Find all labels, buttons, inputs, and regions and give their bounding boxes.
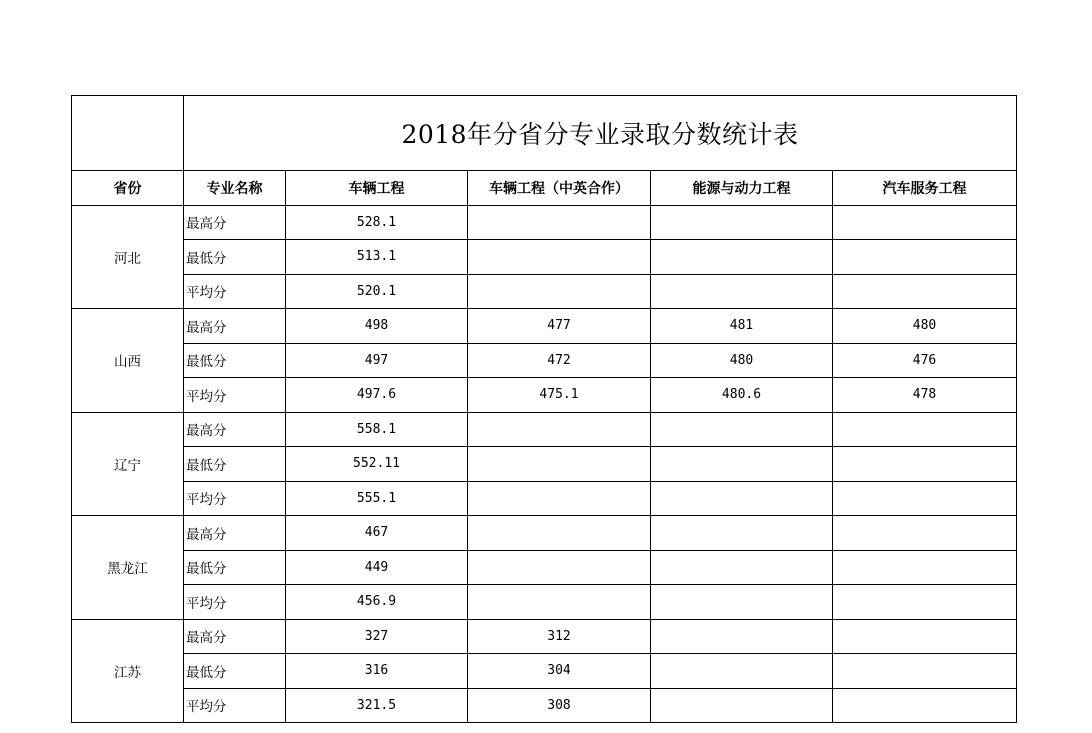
metric-cell[interactable]: 平均分 — [184, 274, 286, 309]
score-cell[interactable]: 480.6 — [651, 378, 833, 413]
score-cell[interactable]: 321.5 — [286, 688, 468, 723]
table-row — [72, 550, 1017, 585]
metric-cell[interactable]: 平均分 — [184, 585, 286, 620]
score-cell[interactable] — [651, 516, 833, 551]
table-row — [72, 240, 1017, 275]
corner-cell[interactable] — [72, 96, 184, 171]
score-cell[interactable] — [833, 412, 1017, 447]
province-cell[interactable]: 黑龙江 — [72, 516, 184, 620]
province-cell[interactable]: 江苏 — [72, 619, 184, 723]
score-cell[interactable] — [651, 205, 833, 240]
metric-cell[interactable]: 最低分 — [184, 550, 286, 585]
header-major-name[interactable]: 专业名称 — [184, 171, 286, 206]
score-cell[interactable]: 497 — [286, 343, 468, 378]
score-cell[interactable] — [468, 412, 651, 447]
metric-cell[interactable]: 平均分 — [184, 481, 286, 516]
score-cell[interactable]: 528.1 — [286, 205, 468, 240]
score-cell[interactable] — [468, 274, 651, 309]
page-title[interactable]: 2018年分省分专业录取分数统计表 — [184, 96, 1017, 171]
score-cell[interactable] — [651, 550, 833, 585]
score-cell[interactable] — [651, 619, 833, 654]
table-row — [72, 378, 1017, 413]
score-cell[interactable] — [833, 550, 1017, 585]
score-cell[interactable] — [651, 274, 833, 309]
score-cell[interactable] — [468, 585, 651, 620]
table-row — [72, 585, 1017, 620]
table-row — [72, 343, 1017, 378]
score-cell[interactable]: 497.6 — [286, 378, 468, 413]
metric-cell[interactable]: 平均分 — [184, 378, 286, 413]
score-cell[interactable]: 552.11 — [286, 447, 468, 482]
score-cell[interactable] — [833, 240, 1017, 275]
header-major-automobile-service-engineering[interactable]: 汽车服务工程 — [833, 171, 1017, 206]
table-row — [72, 412, 1017, 447]
province-cell[interactable]: 山西 — [72, 309, 184, 413]
metric-cell[interactable]: 最高分 — [184, 516, 286, 551]
score-cell[interactable] — [833, 654, 1017, 689]
metric-cell[interactable]: 平均分 — [184, 688, 286, 723]
score-cell[interactable]: 467 — [286, 516, 468, 551]
score-cell[interactable] — [651, 481, 833, 516]
score-cell[interactable]: 308 — [468, 688, 651, 723]
score-cell[interactable]: 498 — [286, 309, 468, 344]
score-cell[interactable] — [833, 688, 1017, 723]
score-cell[interactable] — [833, 447, 1017, 482]
score-cell[interactable] — [651, 447, 833, 482]
header-province[interactable]: 省份 — [72, 171, 184, 206]
score-cell[interactable] — [468, 481, 651, 516]
score-cell[interactable]: 456.9 — [286, 585, 468, 620]
score-cell[interactable] — [833, 585, 1017, 620]
score-cell[interactable]: 477 — [468, 309, 651, 344]
header-row — [72, 171, 1017, 206]
score-cell[interactable] — [833, 619, 1017, 654]
metric-cell[interactable]: 最低分 — [184, 343, 286, 378]
header-major-vehicle-engineering-sino-british[interactable]: 车辆工程（中英合作） — [468, 171, 651, 206]
metric-cell[interactable]: 最高分 — [184, 619, 286, 654]
score-cell[interactable]: 481 — [651, 309, 833, 344]
metric-cell[interactable]: 最高分 — [184, 309, 286, 344]
score-cell[interactable] — [468, 516, 651, 551]
score-cell[interactable]: 558.1 — [286, 412, 468, 447]
score-cell[interactable] — [468, 205, 651, 240]
score-cell[interactable]: 480 — [651, 343, 833, 378]
score-cell[interactable]: 316 — [286, 654, 468, 689]
score-table — [71, 95, 1017, 723]
score-cell[interactable]: 555.1 — [286, 481, 468, 516]
score-cell[interactable]: 475.1 — [468, 378, 651, 413]
table-row — [72, 274, 1017, 309]
score-cell[interactable] — [651, 412, 833, 447]
table-row — [72, 309, 1017, 344]
table-body — [72, 96, 1017, 723]
table-row — [72, 447, 1017, 482]
score-cell[interactable]: 478 — [833, 378, 1017, 413]
score-cell[interactable] — [651, 585, 833, 620]
score-cell[interactable] — [468, 550, 651, 585]
header-major-vehicle-engineering[interactable]: 车辆工程 — [286, 171, 468, 206]
table-row — [72, 619, 1017, 654]
score-cell[interactable]: 472 — [468, 343, 651, 378]
score-cell[interactable] — [651, 688, 833, 723]
table-row — [72, 688, 1017, 723]
score-cell[interactable]: 520.1 — [286, 274, 468, 309]
table-row — [72, 205, 1017, 240]
metric-cell[interactable]: 最高分 — [184, 412, 286, 447]
metric-cell[interactable]: 最高分 — [184, 205, 286, 240]
score-cell[interactable] — [833, 205, 1017, 240]
score-cell[interactable] — [468, 240, 651, 275]
score-cell[interactable]: 476 — [833, 343, 1017, 378]
table-row — [72, 481, 1017, 516]
score-cell[interactable]: 327 — [286, 619, 468, 654]
header-major-energy-power-engineering[interactable]: 能源与动力工程 — [651, 171, 833, 206]
score-cell[interactable]: 312 — [468, 619, 651, 654]
table-row — [72, 654, 1017, 689]
province-cell[interactable]: 辽宁 — [72, 412, 184, 516]
score-cell[interactable] — [833, 516, 1017, 551]
province-cell[interactable]: 河北 — [72, 205, 184, 309]
score-cell[interactable]: 449 — [286, 550, 468, 585]
table-row — [72, 516, 1017, 551]
score-cell[interactable] — [651, 240, 833, 275]
metric-cell[interactable]: 最低分 — [184, 447, 286, 482]
metric-cell[interactable]: 最低分 — [184, 240, 286, 275]
metric-cell[interactable]: 最低分 — [184, 654, 286, 689]
score-cell[interactable] — [833, 481, 1017, 516]
title-row — [72, 96, 1017, 171]
score-cell[interactable] — [651, 654, 833, 689]
score-cell[interactable]: 304 — [468, 654, 651, 689]
score-cell[interactable] — [833, 274, 1017, 309]
score-cell[interactable]: 513.1 — [286, 240, 468, 275]
score-cell[interactable] — [468, 447, 651, 482]
score-cell[interactable]: 480 — [833, 309, 1017, 344]
